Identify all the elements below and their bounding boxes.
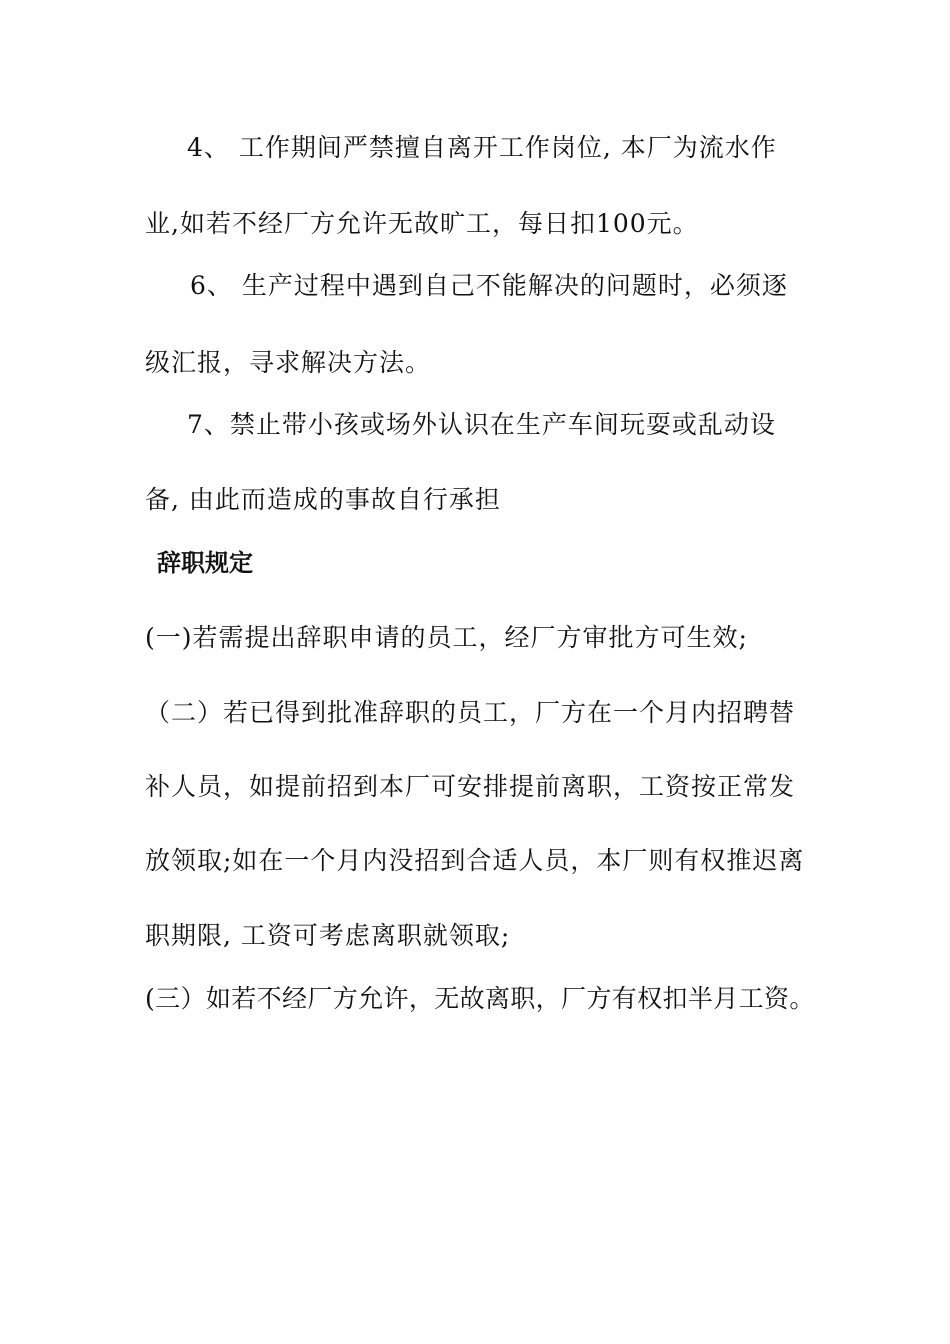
rule-7-line-1: 7、禁止带小孩或场外认识在生产车间玩耍或乱动设 bbox=[187, 410, 776, 439]
resignation-heading: 辞职规定 bbox=[157, 548, 253, 577]
rule-7-line-2: 备, 由此而造成的事故自行承担 bbox=[145, 485, 501, 514]
rule-6-line-1: 6、 生产过程中遇到自己不能解决的问题时，必须逐 bbox=[190, 271, 788, 300]
resignation-item-1: (一)若需提出辞职申请的员工，经厂方审批方可生效; bbox=[145, 623, 748, 652]
rule-4-line-2: 业,如若不经厂方允许无故旷工，每日扣100元。 bbox=[145, 209, 699, 238]
resignation-item-2-line-3: 放领取;如在一个月内没招到合适人员，本厂则有权推迟离 bbox=[145, 846, 805, 875]
resignation-item-2-line-2: 补人员，如提前招到本厂可安排提前离职，工资按正常发 bbox=[145, 772, 796, 801]
rule-6-line-2: 级汇报，寻求解决方法。 bbox=[145, 348, 432, 377]
resignation-item-3: (三）如若不经厂方允许，无故离职，厂方有权扣半月工资。 bbox=[145, 984, 815, 1013]
rule-4-line-1: 4、 工作期间严禁擅自离开工作岗位, 本厂为流水作 bbox=[187, 133, 777, 162]
resignation-item-2-line-1: （二）若已得到批准辞职的员工，厂方在一个月内招聘替 bbox=[145, 698, 796, 727]
resignation-item-2-line-4: 职期限, 工资可考虑离职就领取; bbox=[145, 921, 511, 950]
